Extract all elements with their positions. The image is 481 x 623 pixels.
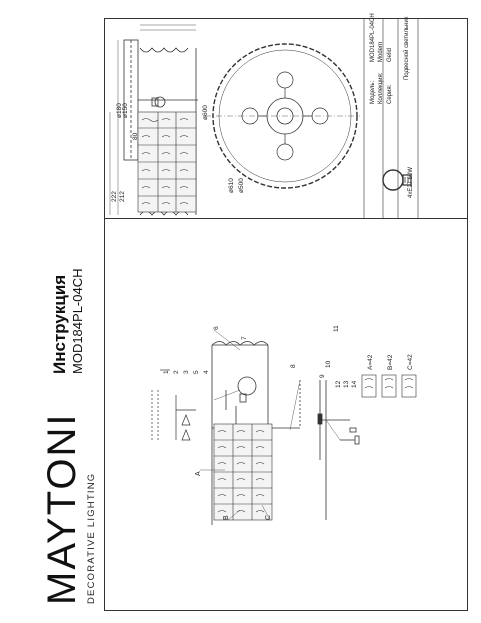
dim-label-150: ø150	[122, 103, 129, 118]
ceiling-bracket	[152, 370, 196, 440]
crystal-count-a: A=42	[367, 354, 374, 370]
brand-logo: MAYTONI	[40, 412, 84, 605]
spec-value-type: Подвесной светильник	[404, 16, 410, 80]
plan-view	[205, 44, 360, 188]
exploded-crystal-grid	[214, 424, 272, 520]
part-number-4: 4	[203, 370, 210, 374]
dim-label-600: ø600	[202, 105, 209, 120]
part-number-10: 10	[325, 360, 332, 368]
spec-label-series: Серия:	[387, 84, 393, 104]
spec-label-model: Модель:	[370, 80, 376, 104]
part-number-8: 8	[290, 364, 297, 368]
part-number-14: 14	[351, 380, 358, 388]
brand-tagline: DECORATIVE LIGHTING	[86, 472, 97, 604]
dim-label-80: 80	[132, 132, 139, 140]
spec-value-collection: Modern	[378, 41, 384, 62]
model-number: MOD184PL-04CH	[70, 268, 85, 374]
crystal-count-c: C=42	[407, 354, 414, 370]
part-number-6: 6	[213, 326, 220, 330]
page-title: Инструкция	[50, 274, 69, 374]
spec-table	[364, 18, 418, 218]
part-number-2: 2	[173, 370, 180, 374]
part-letter-b: B	[223, 515, 230, 520]
crystal-icons	[362, 375, 416, 397]
part-letter-a: A	[195, 471, 202, 476]
dim-label-222: 222	[111, 191, 118, 202]
part-number-3: 3	[183, 370, 190, 374]
part-number-1: 1	[163, 370, 170, 374]
part-number-13: 13	[343, 380, 350, 388]
part-number-12: 12	[335, 380, 342, 388]
part-number-7: 7	[241, 336, 248, 340]
dim-label-500: ø500	[238, 178, 245, 193]
dim-label-610: ø610	[228, 178, 235, 193]
side-crystal-grid	[138, 112, 196, 212]
part-number-5: 5	[193, 370, 200, 374]
part-number-11: 11	[333, 325, 340, 332]
part-number-9: 9	[319, 374, 326, 378]
spec-lamp: 4xE27 60W	[408, 166, 414, 198]
part-letter-c: C	[265, 514, 272, 520]
spec-value-series: Gelid	[387, 47, 393, 62]
crystal-count-b: B=42	[387, 354, 394, 370]
spec-label-collection: Коллекция:	[378, 72, 384, 104]
dim-label-212: 212	[119, 191, 126, 202]
dim-label-180: ø180	[116, 103, 123, 118]
spec-value-model: MOD184PL-04CH	[370, 13, 376, 62]
